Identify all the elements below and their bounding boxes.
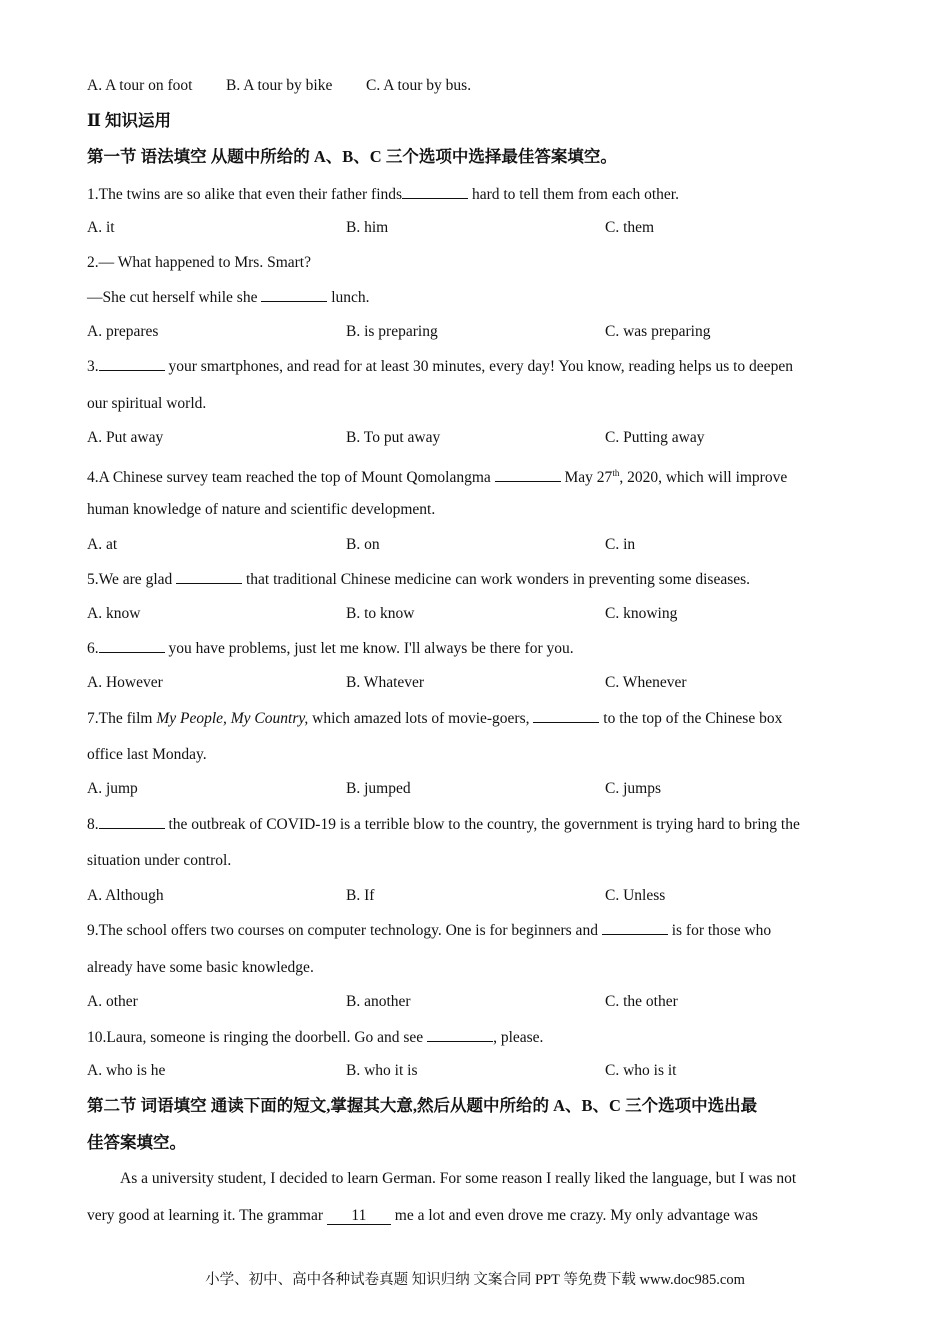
question-text: your smartphones, and read for at least 30 minutes, every day! You know, reading helps us to deepen: [164, 358, 793, 375]
question-8-cont: situation under control.: [87, 852, 232, 869]
answer-blank: [99, 814, 165, 829]
question-1: [87, 184, 679, 205]
q7-option-c: C. jumps: [605, 780, 661, 797]
question-text: lunch.: [327, 289, 370, 306]
q2-option-c: C. was preparing: [605, 323, 711, 340]
part1-heading: 第一节 语法填空 从题中所给的 A、B、C 三个选项中选择最佳答案填空。: [87, 147, 617, 166]
question-9: [87, 920, 771, 941]
superscript: th: [612, 468, 620, 478]
q2-option-a: A. prepares: [87, 323, 159, 340]
question-8: [87, 814, 800, 835]
question-10: [87, 1027, 543, 1048]
passage-line-2: [87, 1206, 758, 1226]
answer-blank: [99, 638, 165, 653]
q1-option-a: A. it: [87, 219, 115, 236]
question-4: [87, 463, 787, 488]
q1-option-c: C. them: [605, 219, 655, 236]
part2-heading-line1: 第二节 词语填空 通读下面的短文,掌握其大意,然后从题中所给的 A、B、C 三个选项中选出最: [87, 1096, 758, 1115]
passage-line-1: As a university student, I decided to learn German. For some reason I really liked the language, but I was not: [120, 1170, 797, 1187]
question-7: [87, 708, 782, 729]
q4-option-c: C. in: [605, 536, 636, 553]
question-text: 5.We are glad: [87, 571, 177, 588]
question-text: the outbreak of COVID-19 is a terrible blow to the country, the government is trying hard to bring the: [164, 816, 800, 833]
option-a: A. A tour on foot: [87, 77, 193, 94]
q4-option-a: A. at: [87, 536, 118, 553]
question-text: 8.: [87, 816, 99, 833]
question-6: [87, 638, 574, 659]
question-text: 9.The school offers two courses on computer technology. One is for beginners and: [87, 922, 602, 939]
numbered-blank: 11: [327, 1208, 391, 1225]
question-text: , please.: [493, 1029, 544, 1046]
q8-option-b: B. If: [346, 887, 375, 904]
question-text: hard to tell them from each other.: [468, 186, 679, 203]
question-3-cont: our spiritual world.: [87, 395, 207, 412]
passage-text: me a lot and even drove me crazy. My only advantage was: [390, 1207, 758, 1224]
q3-option-a: A. Put away: [87, 429, 164, 446]
answer-blank: [495, 467, 561, 482]
q6-option-a: A. However: [87, 674, 163, 691]
answer-blank: [602, 920, 668, 935]
question-4-cont: human knowledge of nature and scientific development.: [87, 501, 436, 518]
q9-option-b: B. another: [346, 993, 411, 1010]
question-text: is for those who: [667, 922, 772, 939]
answer-blank: [99, 356, 165, 371]
q6-option-c: C. Whenever: [605, 674, 687, 691]
q9-option-a: A. other: [87, 993, 138, 1010]
question-2-line1: 2.— What happened to Mrs. Smart?: [87, 254, 311, 271]
q4-option-b: B. on: [346, 536, 380, 553]
question-text: 3.: [87, 358, 99, 375]
section-heading: Ⅱ 知识运用: [87, 111, 172, 130]
q3-option-c: C. Putting away: [605, 429, 705, 446]
option-b: B. A tour by bike: [226, 77, 333, 94]
q2-option-b: B. is preparing: [346, 323, 438, 340]
answer-blank: [427, 1027, 493, 1042]
question-text: 4.A Chinese survey team reached the top of Mount Qomolangma: [87, 469, 495, 487]
q5-option-a: A. know: [87, 605, 141, 622]
q5-option-c: C. knowing: [605, 605, 678, 622]
q7-option-b: B. jumped: [346, 780, 411, 797]
q6-option-b: B. Whatever: [346, 674, 425, 691]
question-text: 10.Laura, someone is ringing the doorbell. Go and see: [87, 1029, 428, 1046]
q3-option-b: B. To put away: [346, 429, 441, 446]
q5-option-b: B. to know: [346, 605, 415, 622]
q8-option-c: C. Unless: [605, 887, 666, 904]
question-text: May 27: [560, 469, 613, 487]
part2-heading-line2: 佳答案填空。: [87, 1133, 186, 1152]
q10-option-b: B. who it is: [346, 1062, 418, 1079]
q8-option-a: A. Although: [87, 887, 164, 904]
question-text: you have problems, just let me know. I'll always be there for you.: [164, 640, 574, 657]
question-text: that traditional Chinese medicine can work wonders in preventing some diseases.: [242, 571, 751, 588]
q10-option-c: C. who is it: [605, 1062, 677, 1079]
question-text: 1.The twins are so alike that even their father finds: [87, 186, 403, 203]
question-9-cont: already have some basic knowledge.: [87, 959, 314, 976]
question-text: 7.The film: [87, 710, 157, 727]
q9-option-c: C. the other: [605, 993, 678, 1010]
option-c: C. A tour by bus.: [366, 77, 472, 94]
q1-option-b: B. him: [346, 219, 389, 236]
answer-blank: [261, 287, 327, 302]
question-text: 6.: [87, 640, 99, 657]
answer-blank: [176, 569, 242, 584]
answer-blank: [533, 708, 599, 723]
question-text: , 2020, which will improve: [619, 469, 788, 487]
question-5: [87, 569, 750, 590]
question-2: [87, 287, 370, 308]
question-text: —She cut herself while she: [87, 289, 262, 306]
q10-option-a: A. who is he: [87, 1062, 166, 1079]
question-7-cont: office last Monday.: [87, 746, 207, 763]
question-text: to the top of the Chinese box: [599, 710, 783, 727]
passage-text: very good at learning it. The grammar: [87, 1207, 327, 1224]
question-3: [87, 356, 793, 377]
q7-option-a: A. jump: [87, 780, 138, 797]
question-text: which amazed lots of movie-goers,: [308, 710, 534, 727]
film-title: My People, My Country,: [156, 710, 309, 727]
answer-blank: [402, 184, 468, 199]
page-footer: 小学、初中、高中各种试卷真题 知识归纳 文案合同 PPT 等免费下载 www.doc985.com: [205, 1272, 745, 1288]
